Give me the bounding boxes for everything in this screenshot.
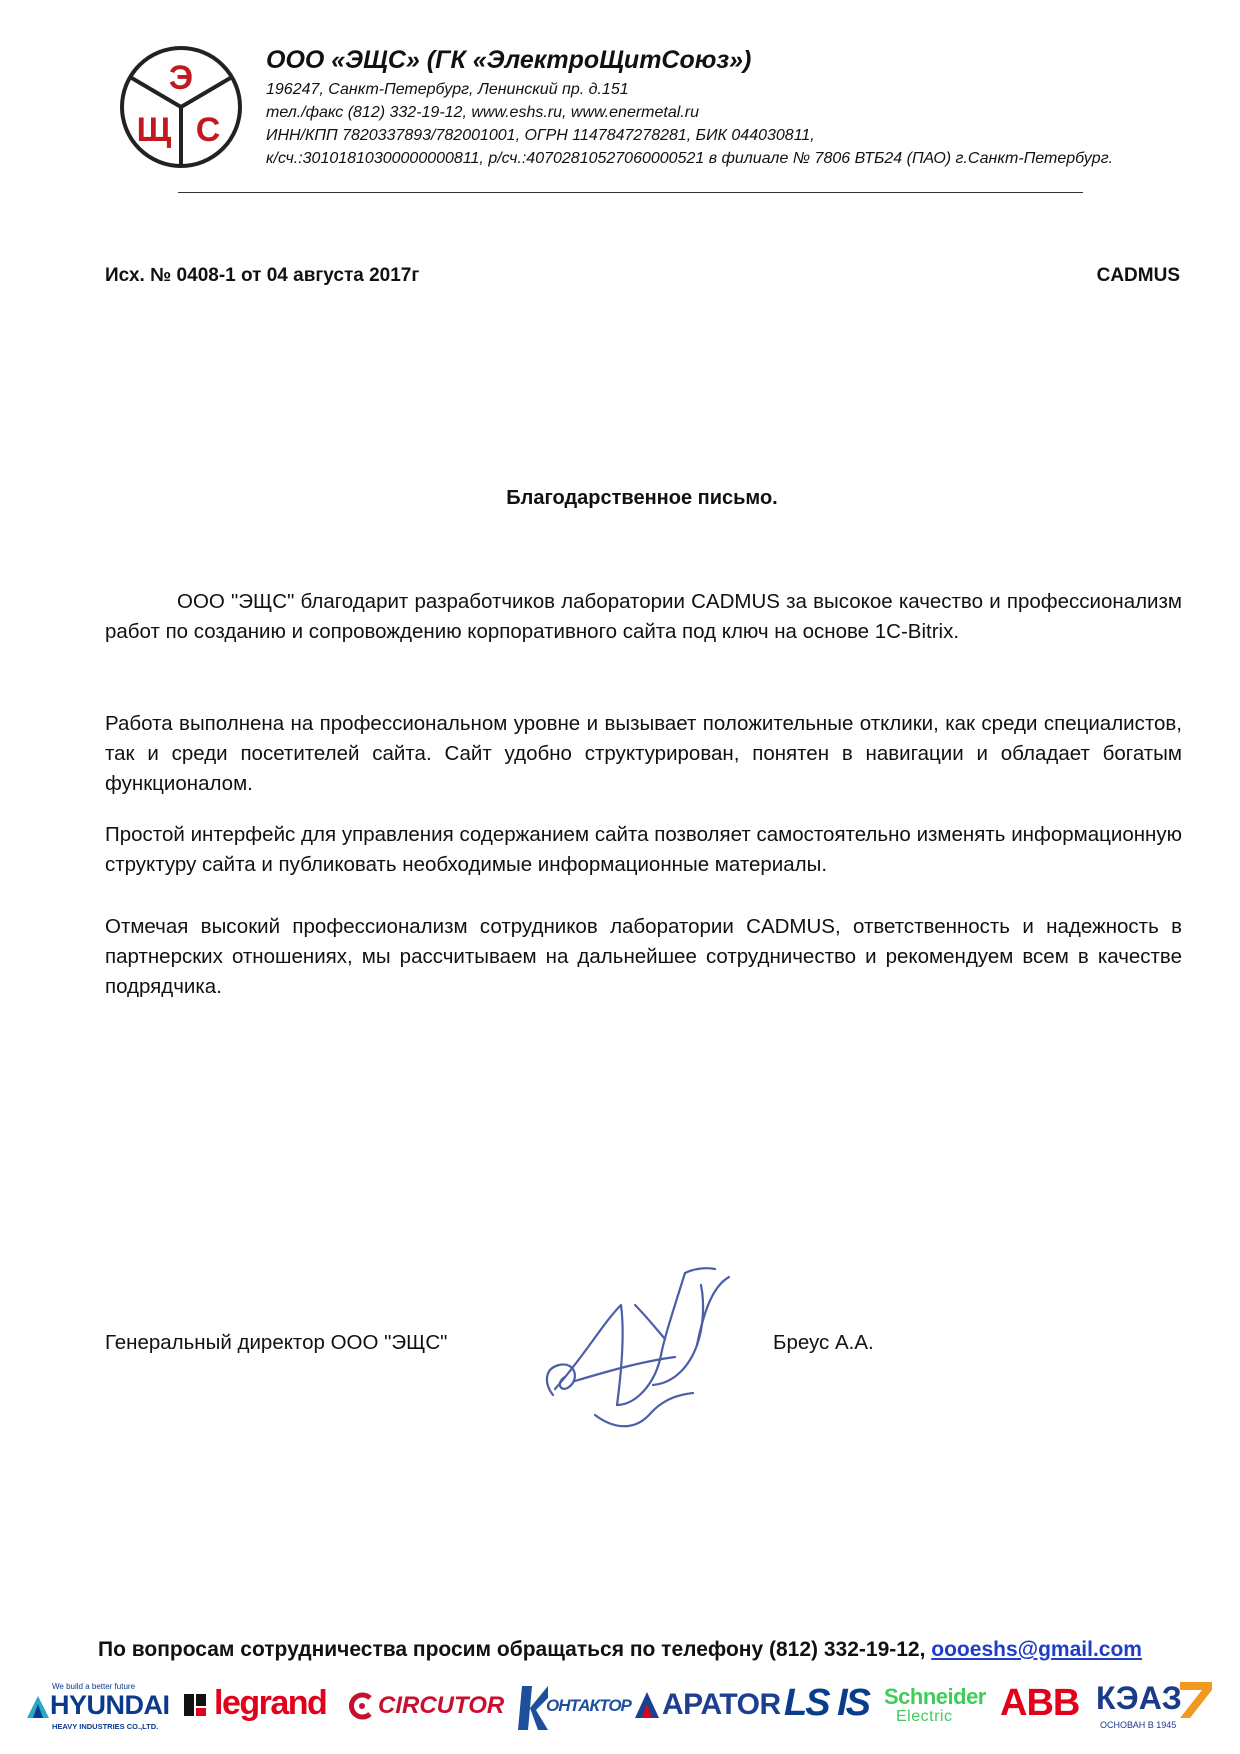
company-requisites: ИНН/КПП 7820337893/782001001, ОГРН 1147847278281, БИК 044030811, [266, 127, 815, 144]
brand-schneider [884, 1678, 992, 1740]
paragraph-4: Отмечая высокий профессионализм сотрудников лаборатории CADMUS, ответственность и надежность в партнерских отношениях, мы рассчитываем на дальнейшее сотрудничество и рекомендуем всем в качестве подрядчика. [105, 915, 1182, 998]
brand-kontaktor [518, 1678, 630, 1740]
contact-line [0, 1638, 1240, 1662]
keaz-wordmark: КЭАЗ [1096, 1680, 1182, 1716]
signatory-role: Генеральный директор ООО "ЭЩС" [105, 1331, 448, 1354]
hyundai-wordmark: HYUNDAI [50, 1690, 170, 1720]
outgoing-number: Исх. № 0408-1 от 04 августа 2017г [105, 265, 420, 286]
kontaktor-wordmark: ОНТАКТОР [546, 1696, 631, 1715]
company-bank-accounts: к/сч.:30101810300000000811, р/сч.:40702810527060000521 в филиале № 7806 ВТБ24 (ПАО) г.Санкт-Петербург. [266, 150, 1114, 167]
ls-is-wordmark: LS IS [784, 1682, 870, 1724]
brand-ls-is [784, 1678, 890, 1740]
apator-wordmark: APATOR [662, 1688, 781, 1721]
brand-circutor [348, 1678, 520, 1740]
kontaktor-k-icon [518, 1684, 548, 1732]
schneider-wordmark-2: Electric [896, 1708, 953, 1725]
company-logo [118, 44, 244, 170]
brand-legrand [184, 1678, 356, 1740]
legrand-mark-icon [184, 1690, 210, 1720]
logo-letter-shch: Щ [136, 111, 172, 149]
partner-brands-strip [26, 1678, 1216, 1740]
letter-title: Благодарственное письмо. [506, 487, 778, 509]
keaz-arrow-icon [1180, 1682, 1212, 1718]
company-contacts: тел./факс (812) 332-19-12, www.eshs.ru, www.enermetal.ru [266, 104, 699, 121]
company-name: ООО «ЭЩС» (ГК «ЭлектроЩитСоюз») [266, 46, 752, 74]
hyundai-subline: HEAVY INDUSTRIES CO.,LTD. [52, 1722, 159, 1731]
brand-keaz [1096, 1678, 1216, 1740]
paragraph-2: Работа выполнена на профессиональном уровне и вызывает положительные отклики, как среди специалистов, так и среди посетителей сайта. Сайт удобно структурирован, понятен в навигации и обладает богатым функционалом. [105, 712, 1182, 795]
handwritten-signature [525, 1265, 760, 1437]
hyundai-triangle-icon [26, 1694, 50, 1720]
schneider-wordmark-1: Schneider [884, 1684, 986, 1709]
recipient: CADMUS [1096, 265, 1180, 286]
apator-triangle-icon [634, 1690, 660, 1720]
paragraph-3: Простой интерфейс для управления содержанием сайта позволяет самостоятельно изменять информационную структуру сайта и публиковать необходимые информационные материалы. [105, 823, 1182, 876]
signatory-name: Бреус А.А. [773, 1331, 874, 1354]
hyundai-tagline: We build a better future [52, 1682, 136, 1691]
keaz-subline: ОСНОВАН В 1945 [1100, 1720, 1177, 1730]
circutor-mark-icon [348, 1692, 376, 1720]
brand-abb [1000, 1678, 1086, 1740]
contact-text: По вопросам сотрудничества просим обращаться по телефону (812) 332-19-12, [98, 1638, 932, 1661]
legrand-wordmark: legrand [214, 1684, 327, 1722]
logo-letter-e: Э [168, 59, 194, 97]
circutor-wordmark: CIRCUTOR [378, 1692, 505, 1719]
brand-apator [634, 1678, 782, 1740]
paragraph-1: ООО "ЭЩС" благодарит разработчиков лаборатории CADMUS за высокое качество и профессионализм работ по созданию и сопровождению корпоративного сайта под ключ на основе 1С-Bitrix. [105, 590, 1182, 643]
brand-hyundai [26, 1678, 174, 1740]
logo-letter-s: С [195, 111, 221, 149]
contact-email-link[interactable]: oooeshs@gmail.com [931, 1638, 1142, 1661]
abb-wordmark: ABB [1000, 1682, 1080, 1724]
company-address: 196247, Санкт-Петербург, Ленинский пр. д.151 [266, 81, 629, 98]
header-divider [178, 192, 1083, 193]
